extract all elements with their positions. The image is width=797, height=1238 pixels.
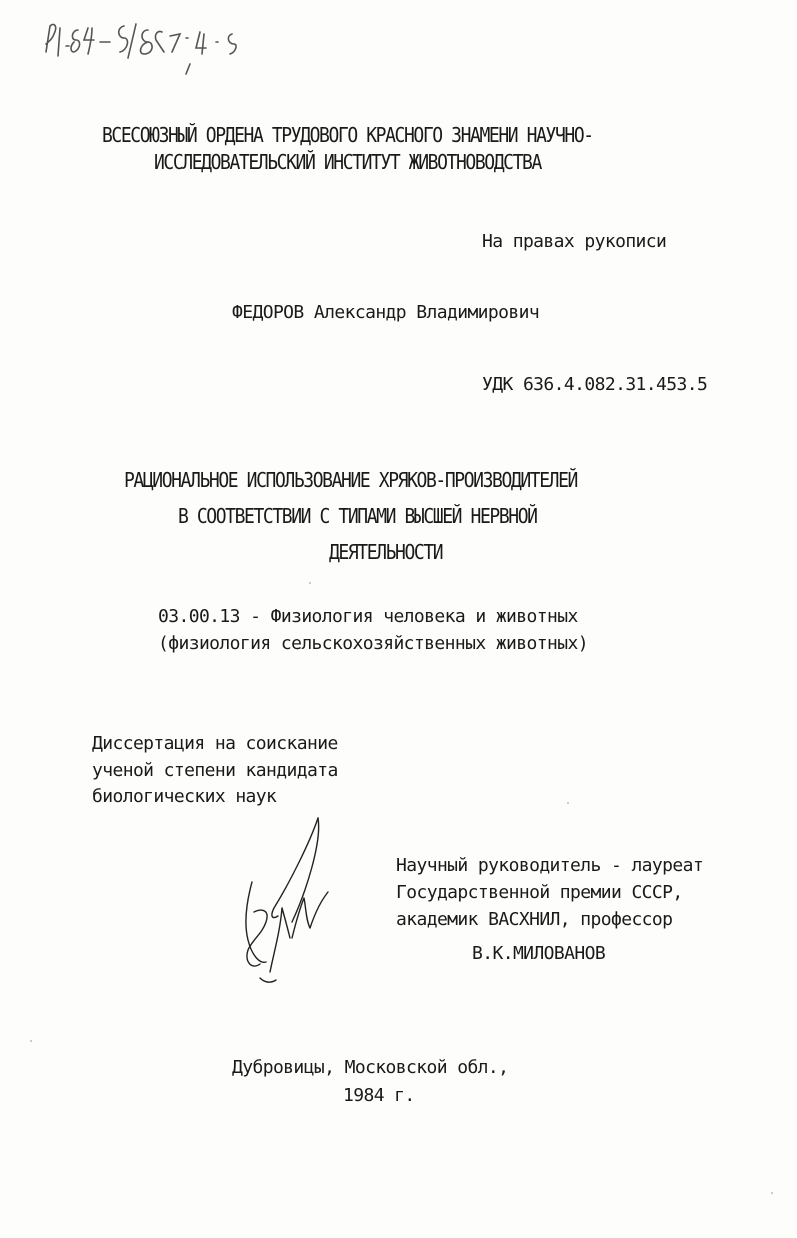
supervisor-line-1: Научный руководитель - лауреат: [396, 855, 704, 876]
author-name: ФЕДОРОВ Александр Владимирович: [232, 302, 540, 323]
institution-line-1: ВСЕСОЮЗНЫЙ ОРДЕНА ТРУДОВОГО КРАСНОГО ЗНАМЕНИ НАУЧНО-: [102, 124, 593, 148]
supervisor-line-2: Государственной премии СССР,: [396, 882, 683, 903]
institution-line-2: ИССЛЕДОВАТЕЛЬСКИЙ ИНСТИТУТ ЖИВОТНОВОДСТВА: [154, 151, 541, 175]
supervisor-name: В.К.МИЛОВАНОВ: [472, 943, 606, 964]
publication-year: 1984 г.: [343, 1085, 415, 1106]
supervisor-line-3: академик ВАСХНИЛ, профессор: [396, 909, 673, 930]
handwritten-archive-note: [40, 12, 280, 80]
signature: [230, 812, 360, 992]
specialty-line-2: (физиология сельскохозяйственных животных): [158, 633, 588, 654]
title-line-2: В СООТВЕТСТВИИ С ТИПАМИ ВЫСШЕЙ НЕРВНОЙ: [178, 505, 537, 529]
scan-speck: [30, 1040, 32, 1042]
dissertation-line-1: Диссертация на соискание: [92, 733, 338, 754]
title-line-1: РАЦИОНАЛЬНОЕ ИСПОЛЬЗОВАНИЕ ХРЯКОВ-ПРОИЗВОДИТЕЛЕЙ: [124, 469, 577, 493]
publication-place: Дубровицы, Московской обл.,: [232, 1057, 509, 1078]
manuscript-rights-note: На правах рукописи: [482, 231, 667, 252]
scan-speck: [771, 1192, 773, 1194]
dissertation-line-2: ученой степени кандидата: [92, 760, 338, 781]
specialty-line-1: 03.00.13 - Физиология человека и животных: [158, 606, 578, 627]
scan-speck: [567, 802, 569, 804]
udc-code: УДК 636.4.082.31.453.5: [482, 374, 708, 395]
scan-speck: [309, 582, 311, 584]
dissertation-line-3: биологических наук: [92, 786, 277, 807]
title-line-3: ДЕЯТЕЛЬНОСТИ: [329, 541, 443, 565]
